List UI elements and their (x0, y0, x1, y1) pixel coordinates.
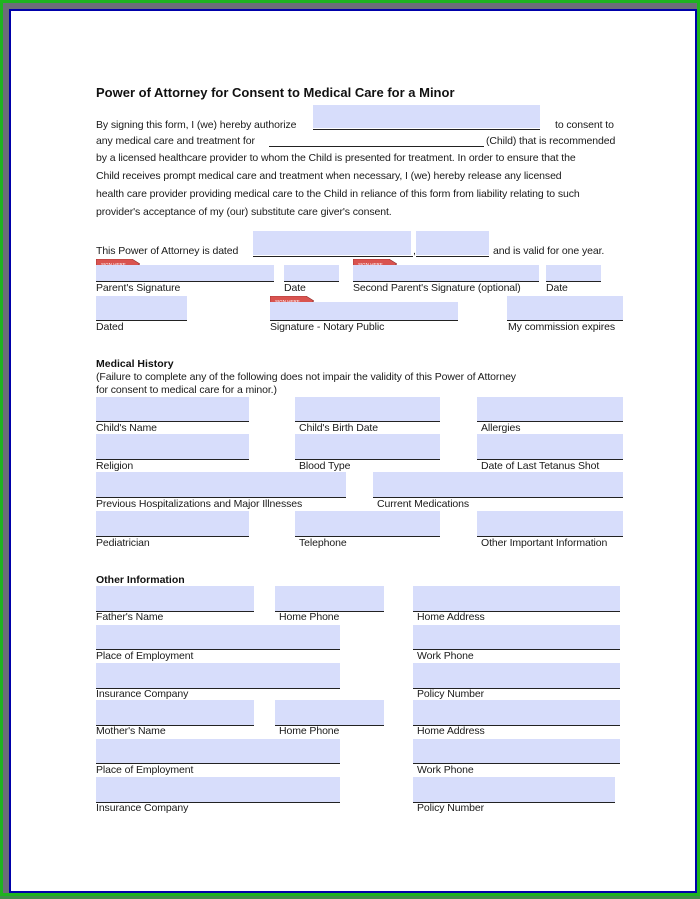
document-border (9, 9, 697, 893)
employment2-field[interactable] (96, 739, 340, 763)
poa-date-field[interactable] (253, 231, 411, 255)
fathers-name-field[interactable] (96, 586, 254, 611)
work-phone2-field[interactable] (413, 739, 620, 763)
pediatrician-field[interactable] (96, 511, 249, 536)
home-phone2-label: Home Phone (279, 725, 340, 737)
para-line-1b: to consent to (555, 119, 614, 131)
medications-field[interactable] (373, 472, 623, 497)
date1-label: Date (284, 282, 306, 294)
other-info-field[interactable] (477, 511, 623, 536)
insurance2-label: Insurance Company (96, 802, 189, 814)
commission-expires-field[interactable] (507, 296, 623, 320)
pediatrician-label: Pediatrician (96, 537, 150, 549)
home-address1-field[interactable] (413, 586, 620, 611)
date2-field[interactable] (546, 265, 601, 281)
home-phone2-field[interactable] (275, 700, 384, 725)
dated-comma: , (413, 245, 416, 257)
policy2-field[interactable] (413, 777, 615, 802)
other-information-heading: Other Information (96, 574, 185, 586)
para-line-3: by a licensed healthcare provider to whom the Child is presented for treatment. In order to ensure that the (96, 152, 576, 164)
hospitalizations-field[interactable] (96, 472, 346, 497)
para-line-2a: any medical care and treatment for (96, 135, 255, 147)
poa-year-line (416, 256, 489, 257)
parent-signature-label: Parent's Signature (96, 282, 181, 294)
birth-date-field[interactable] (295, 397, 440, 421)
tetanus-label: Date of Last Tetanus Shot (481, 460, 600, 472)
mothers-name-field[interactable] (96, 700, 254, 725)
para-line-5: health care provider providing medical care to the Child in reliance of this form from liability relating to such (96, 188, 580, 200)
dated-suffix: and is valid for one year. (493, 245, 605, 257)
child-name-line (269, 146, 484, 147)
policy1-label: Policy Number (417, 688, 484, 700)
para-line-6: provider's acceptance of my (our) substitute care giver's consent. (96, 206, 392, 218)
hospitalizations-label: Previous Hospitalizations and Major Illnesses (96, 498, 303, 510)
insurance1-field[interactable] (96, 663, 340, 688)
telephone-field[interactable] (295, 511, 440, 536)
allergies-label: Allergies (481, 422, 521, 434)
document-page (19, 19, 700, 899)
tetanus-field[interactable] (477, 434, 623, 459)
childs-name-label: Child's Name (96, 422, 157, 434)
mothers-name-label: Mother's Name (96, 725, 166, 737)
authorized-person-line (313, 129, 540, 130)
work-phone1-field[interactable] (413, 625, 620, 649)
poa-year-field[interactable] (416, 231, 489, 255)
medical-history-heading: Medical History (96, 358, 174, 370)
dated-field[interactable] (96, 296, 187, 320)
policy1-field[interactable] (413, 663, 620, 688)
para-line-2b: (Child) that is recommended (486, 135, 616, 147)
religion-label: Religion (96, 460, 134, 472)
medications-label: Current Medications (377, 498, 470, 510)
para-line-4: Child receives prompt medical care and treatment when necessary, I (we) hereby release any licensed (96, 170, 562, 182)
insurance1-label: Insurance Company (96, 688, 189, 700)
work-phone2-label: Work Phone (417, 764, 474, 776)
notary-signature-field[interactable] (270, 302, 458, 320)
second-parent-signature-field[interactable] (353, 265, 539, 281)
commission-label: My commission expires (508, 321, 616, 333)
medical-history-note-1: (Failure to complete any of the following does not impair the validity of this Power of Attorney (96, 371, 516, 383)
dated-prefix: This Power of Attorney is dated (96, 245, 239, 257)
medical-history-note-2: for consent to medical care for a minor.) (96, 384, 277, 396)
date1-field[interactable] (284, 265, 339, 281)
authorized-person-field[interactable] (313, 105, 540, 128)
para-line-1a: By signing this form, I (we) hereby authorize (96, 119, 297, 131)
notary-label: Signature - Notary Public (270, 321, 385, 333)
form-title: Power of Attorney for Consent to Medical Care for a Minor (96, 85, 455, 100)
work-phone1-label: Work Phone (417, 650, 474, 662)
employment2-label: Place of Employment (96, 764, 194, 776)
policy2-label: Policy Number (417, 802, 484, 814)
allergies-field[interactable] (477, 397, 623, 421)
home-address2-label: Home Address (417, 725, 485, 737)
blood-type-label: Blood Type (299, 460, 351, 472)
home-address2-field[interactable] (413, 700, 620, 725)
religion-field[interactable] (96, 434, 249, 459)
second-parent-label: Second Parent's Signature (optional) (353, 282, 521, 294)
birth-date-label: Child's Birth Date (299, 422, 378, 434)
blood-type-field[interactable] (295, 434, 440, 459)
home-phone1-label: Home Phone (279, 611, 340, 623)
parent-signature-field[interactable] (96, 265, 274, 281)
telephone-label: Telephone (299, 537, 347, 549)
home-phone1-field[interactable] (275, 586, 384, 611)
dated-label: Dated (96, 321, 124, 333)
other-info-label: Other Important Information (481, 537, 608, 549)
employment1-label: Place of Employment (96, 650, 194, 662)
home-address1-label: Home Address (417, 611, 485, 623)
insurance2-field[interactable] (96, 777, 340, 802)
fathers-name-label: Father's Name (96, 611, 164, 623)
childs-name-field[interactable] (96, 397, 249, 421)
date2-label: Date (546, 282, 568, 294)
employment1-field[interactable] (96, 625, 340, 649)
poa-date-line (253, 256, 413, 257)
